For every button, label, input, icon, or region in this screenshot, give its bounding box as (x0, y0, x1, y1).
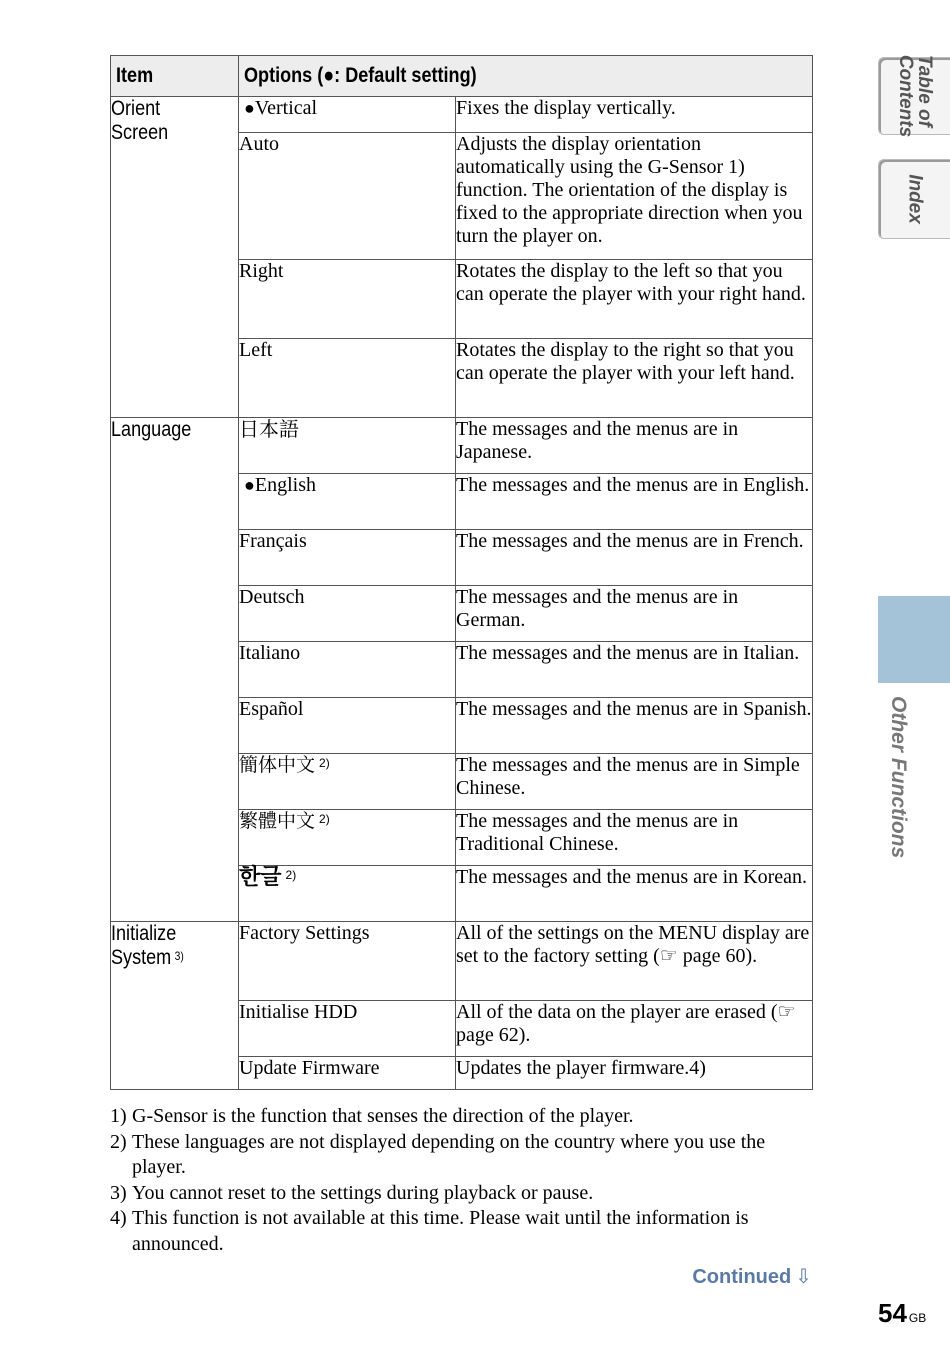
table-row (111, 418, 813, 474)
desc-french: The messages and the menus are in French. (456, 530, 813, 586)
option-english: ●English (239, 474, 456, 530)
table-header-row (111, 56, 813, 97)
continued-link[interactable]: Continued ⇩ (692, 1266, 812, 1288)
table-row (111, 922, 813, 1001)
table-row (111, 97, 813, 133)
desc-japanese: The messages and the menus are in Japanese. (456, 418, 813, 474)
footnotes (110, 1104, 815, 1257)
default-marker: ● (244, 475, 255, 495)
page-number: 54 GB (878, 1298, 927, 1328)
footnote: 3) You cannot reset to the settings during playback or pause. (110, 1181, 594, 1204)
option-spanish: Español (239, 698, 456, 754)
footnote: 1) G-Sensor is the function that senses the direction of the player. (110, 1105, 634, 1127)
item-initialize-system: Initialize System $^{3)}$ (111, 922, 239, 1090)
footnote: 2) These languages are not displayed depending on the country where you use the player. (110, 1130, 766, 1178)
desc-english: The messages and the menus are in English. (456, 474, 813, 530)
option-korean: 한글 $^{2)}$ (239, 866, 456, 922)
desc-vertical: Fixes the display vertically. (456, 97, 813, 133)
desc-factory-settings: All of the settings on the MENU display are set to the factory setting (☞ page 60). (456, 922, 813, 1001)
option-initialise-hdd: Initialise HDD (239, 1001, 456, 1057)
settings-table (110, 55, 813, 1090)
section-label: Other Functions (887, 696, 910, 859)
option-italian: Italiano (239, 642, 456, 698)
option-left: Left (239, 339, 456, 418)
desc-italian: The messages and the menus are in Italian. (456, 642, 813, 698)
option-right: Right (239, 260, 456, 339)
option-japanese: 日本語 (239, 418, 456, 474)
option-update-firmware: Update Firmware (239, 1057, 456, 1090)
section-marker (878, 596, 950, 683)
desc-auto: Adjusts the display orientation automatically using the G-Sensor 1) function. The orientation of the display is fixed to the appropriate direction when you turn the player on. (456, 133, 813, 260)
default-marker: ● (244, 98, 255, 118)
header-options: Options (●: Default setting) (239, 56, 813, 97)
option-french: Français (239, 530, 456, 586)
desc-korean: The messages and the menus are in Korean. (456, 866, 813, 922)
tab-index[interactable] (878, 159, 950, 239)
desc-left: Rotates the display to the right so that you can operate the player with your left hand. (456, 339, 813, 418)
desc-right: Rotates the display to the left so that you can operate the player with your right hand. (456, 260, 813, 339)
tab-table-of-contents-label: Table of Contents (895, 54, 935, 138)
tab-table-of-contents[interactable] (878, 54, 950, 138)
desc-update-firmware: Updates the player firmware.4) (456, 1057, 813, 1090)
option-vertical: ●Vertical (239, 97, 456, 133)
down-arrow-icon: ⇩ (795, 1266, 812, 1288)
option-simple-chinese: 簡体中文 $^{2)}$ (239, 754, 456, 810)
option-german: Deutsch (239, 586, 456, 642)
footnote: 4) This function is not available at this time. Please wait until the information is announced. (110, 1207, 749, 1255)
option-factory-settings: Factory Settings (239, 922, 456, 1001)
option-auto: Auto (239, 133, 456, 260)
header-item: Item (111, 56, 239, 97)
desc-simple-chinese: The messages and the menus are in Simple Chinese. (456, 754, 813, 810)
desc-german: The messages and the menus are in German. (456, 586, 813, 642)
option-traditional-chinese: 繁體中文 $^{2)}$ (239, 810, 456, 866)
desc-traditional-chinese: The messages and the menus are in Traditional Chinese. (456, 810, 813, 866)
item-orient-screen: Orient Screen (111, 97, 239, 418)
item-language: Language (111, 418, 239, 922)
desc-initialise-hdd: All of the data on the player are erased (☞ page 62). (456, 1001, 813, 1057)
desc-spanish: The messages and the menus are in Spanish. (456, 698, 813, 754)
tab-index-label: Index (904, 174, 926, 224)
